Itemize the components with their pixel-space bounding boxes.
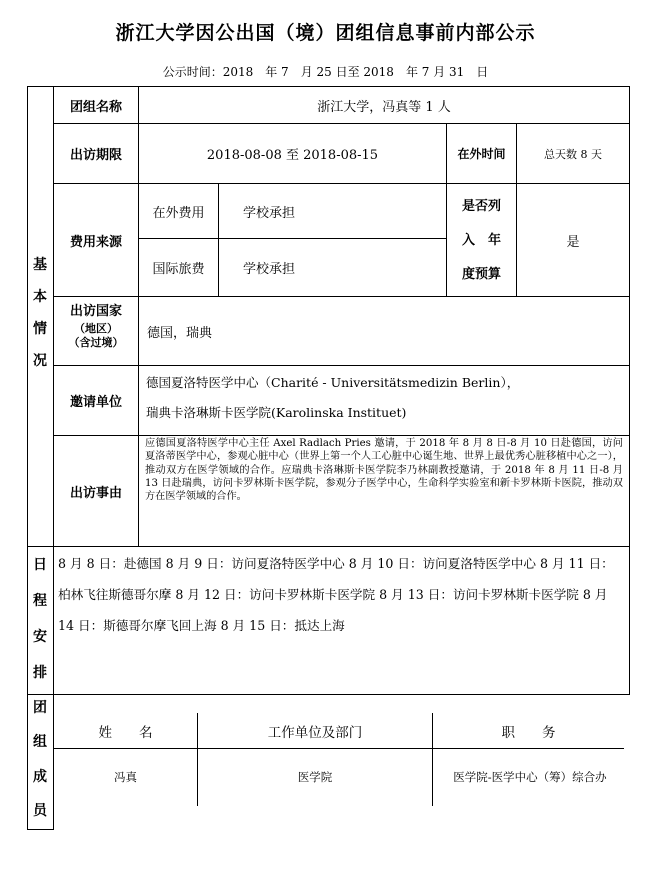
abroad-time-value: 总天数 8 天 — [544, 147, 602, 161]
team-name-value: 浙江大学，冯真等 1 人 — [317, 99, 451, 115]
countries-value: 德国，瑞典 — [147, 325, 213, 341]
section-members-char: 员 — [33, 803, 47, 819]
section-basic-char: 本 — [33, 289, 47, 305]
section-schedule-char: 程 — [33, 593, 47, 609]
inviter-value: 德国夏洛特医学中心（Charité - Universitätsmedizin Berlin）， 瑞典卡洛琳斯卡医学院(Karolinska Instituet) — [146, 375, 520, 420]
section-members-char: 团 — [33, 700, 47, 716]
budget-label: 是否列 入 年 度预算 — [461, 199, 501, 282]
funding-label: 费用来源 — [69, 234, 122, 250]
members-header-name: 姓 名 — [98, 724, 153, 741]
members-header-unit: 工作单位及部门 — [267, 724, 363, 741]
schedule-text: 8 月 8 日：赴德国 8 月 9 日：访问夏洛特医学中心 8 月 10 日：访问夏洛特医学中心 8 月 11 日：柏林飞往斯德哥尔摩 8 月 12 日：访问卡罗林斯卡医学院 8 月 13 日：访问卡罗林斯卡医学院 8 月 14 日：斯德哥尔摩飞回上海 8 月 15 日：抵达上海 — [58, 556, 614, 633]
publicity-period: 公示时间：2018 年 7 月 25 日至 2018 年 7 月 31 日 — [162, 65, 489, 79]
inviter-label: 邀请单位 — [69, 395, 122, 410]
section-schedule-char: 日 — [33, 557, 47, 573]
section-basic-char: 基 — [33, 257, 47, 273]
travel-cost-value: 学校承担 — [243, 262, 296, 277]
visit-period-value: 2018-08-08 至 2018-08-15 — [206, 148, 379, 163]
countries-label: 出访国家 （地区） （含过境） — [68, 304, 124, 349]
section-schedule-char: 安 — [33, 629, 47, 645]
members-header-position: 职 务 — [501, 724, 556, 741]
section-basic-char: 况 — [33, 353, 47, 369]
budget-value: 是 — [566, 234, 580, 250]
member-name: 冯真 — [114, 770, 137, 784]
member-unit: 医学院 — [297, 770, 333, 784]
reason-label: 出访事由 — [69, 485, 122, 501]
team-name-label: 团组名称 — [69, 99, 122, 115]
page-title: 浙江大学因公出国（境）团组信息事前内部公示 — [115, 22, 536, 44]
reason-value: 应德国夏洛特医学中心主任 Axel Radlach Pries 邀请，于 2018 年 8 月 8 日-8 月 10 日赴德国，访问夏洛蒂医学中心，参观心脏中心（世界上第一个人工心脏中心诞生地、世界上最优秀心脏移植中心之一），推动双方在医学领域的合作。应瑞典卡洛琳斯卡医学院李乃林副教授邀请，于 2018 年 8 月 11 日-8 月 13 日赴瑞典，访问卡罗林斯卡医学院，参观分子医学中心，生命科学实验室和新卡罗林斯卡医院，推动双方在医学领域的合作。 — [145, 438, 623, 503]
visit-period-label: 出访期限 — [69, 148, 122, 163]
abroad-cost-label: 在外费用 — [152, 205, 205, 221]
section-schedule-char: 排 — [33, 665, 47, 681]
section-basic-char: 情 — [33, 321, 47, 337]
member-position: 医学院-医学中心（筹）综合办 — [453, 770, 607, 784]
section-members-char: 成 — [33, 769, 47, 785]
abroad-time-label: 在外时间 — [457, 147, 506, 161]
travel-cost-label: 国际旅费 — [152, 262, 205, 277]
abroad-cost-value: 学校承担 — [243, 205, 296, 221]
section-members-char: 组 — [33, 734, 47, 750]
